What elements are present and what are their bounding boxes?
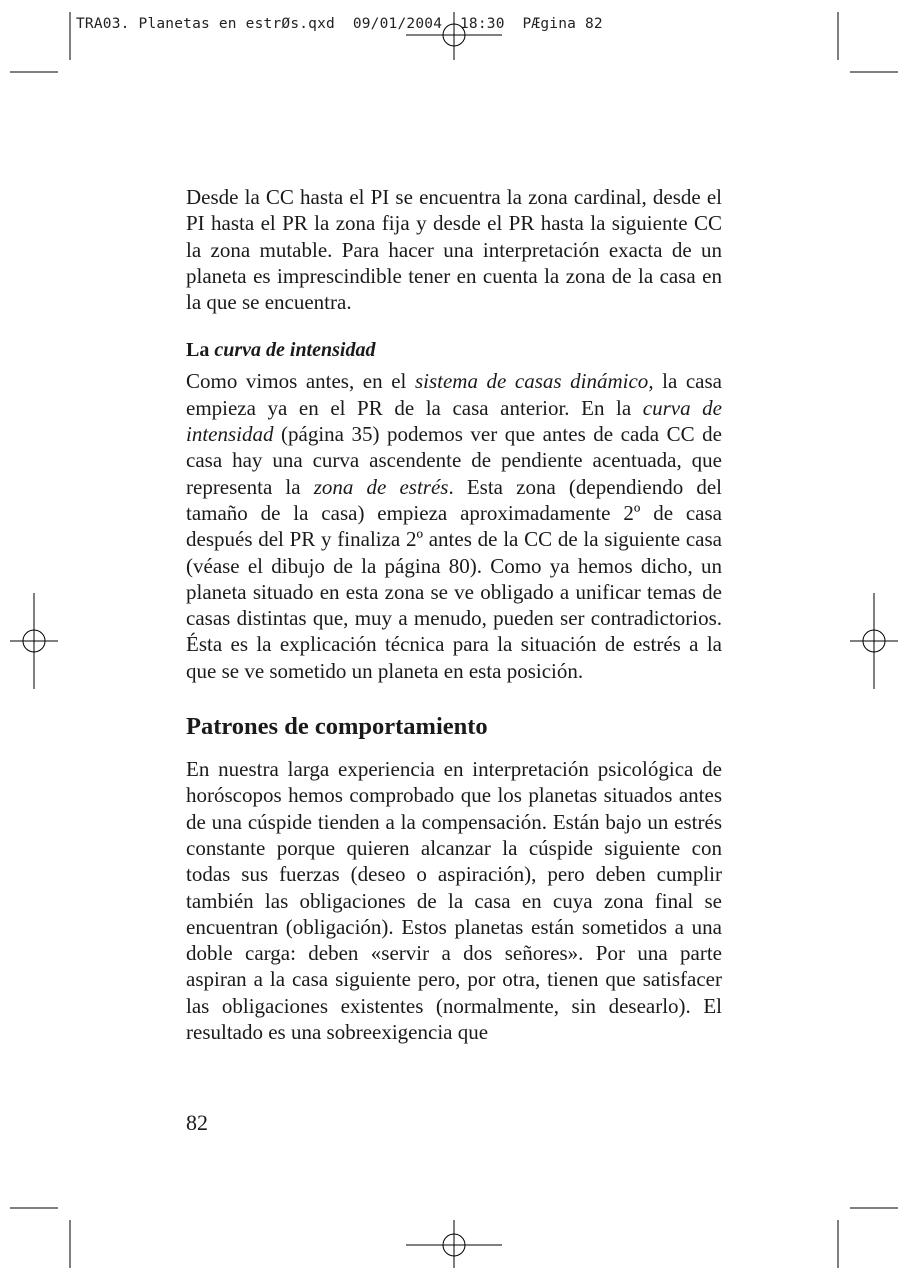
text-run: (página 35) podemos ver que antes de cada CC de casa hay una curva ascendente de pendiente acentuada, que representa la [186, 422, 722, 499]
section-heading: Patrones de comportamiento [186, 713, 488, 741]
page-body [186, 184, 722, 1045]
page-number: 82 [186, 1110, 208, 1135]
text-run: . Esta zona (dependiendo del tamaño de la casa) empieza aproximadamente 2º de casa después del PR y finaliza 2º antes de la CC de la siguiente casa (véase el dibujo de la página 80). Como ya hemos dicho, un planeta situado en esta zona se ve obligado a unificar temas de casas distintas que, muy a menudo, pueden ser contradictorios. Ésta es la explicación técnica para la situación de estrés a la que se ve sometido un planeta en esta posición. [186, 474, 722, 683]
subheading-curva-intensidad [186, 337, 722, 363]
subheading-lead: La [186, 339, 215, 362]
subheading-emphasis: curva de intensidad [214, 339, 376, 362]
paragraph-patrones: En nuestra larga experiencia en interpretación psicológica de horóscopos hemos comprobado que los planetas situados antes de una cúspide tienden a la compensación. Están bajo un estrés constante porque quieren alcanzar la cúspide siguiente con todas sus fuerzas (deseo o aspiración), pero deben cumplir también las obligaciones de la casa en cuya zona final se encuentran (obligación). Estos planetas están sometidos a una doble carga: deben «servir a dos señores». Por una parte aspiran a la casa siguiente pero, por otra, tienen que satisfacer las obligaciones existentes (normalmente, sin desearlo). El resultado es una sobreexigencia que [186, 757, 722, 1045]
text-run: Como vimos antes, en el [186, 369, 415, 394]
italic-term: curva de intensidad [186, 395, 722, 447]
italic-term: sistema de casas dinámico [414, 369, 649, 394]
text-run: , la casa empieza ya en el PR de la casa anterior. En la [186, 369, 722, 420]
italic-term: zona de estrés [313, 474, 449, 499]
paragraph-curva [186, 368, 722, 684]
paragraph-zones: Desde la CC hasta el PI se encuentra la zona cardinal, desde el PI hasta el PR la zona fija y desde el PR hasta la siguiente CC la zona mutable. Para hacer una interpretación exacta de un planeta es imprescindible tener en cuenta la zona de la casa en la que se encuentra. [186, 185, 722, 315]
print-slug-line: TRA03. Planetas en estrØs.qxd 09/01/2004 18:30 PÆgina 82 [76, 16, 603, 32]
